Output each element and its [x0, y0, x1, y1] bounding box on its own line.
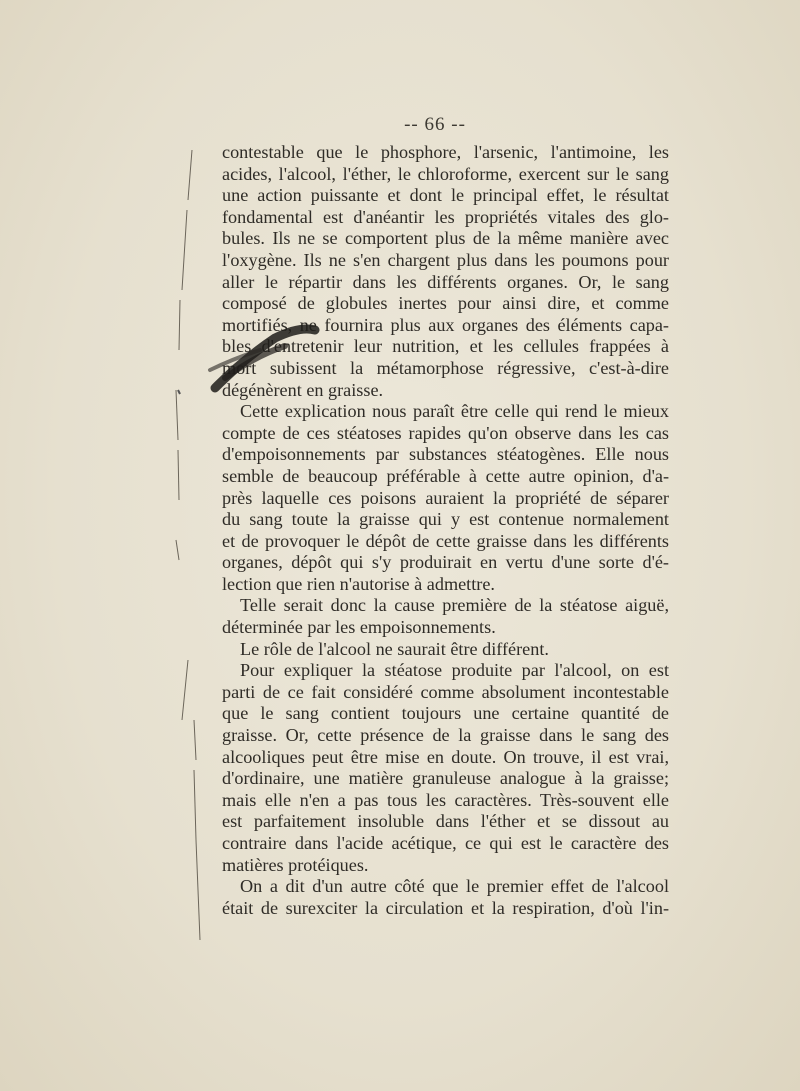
text-line: aller le répartir dans les différents organes. Or, le sang	[222, 271, 669, 292]
pencil-stroke	[194, 770, 196, 840]
text-line: lection que rien n'autorise à admettre.	[222, 573, 495, 594]
pencil-dot	[178, 390, 180, 394]
text-line: et de provoquer le dépôt de cette graisse dans les différents	[222, 530, 669, 551]
text-line: organes, dépôt qui s'y produirait en vertu d'une sorte d'é-	[222, 552, 669, 573]
text-line: semble de beaucoup préférable à cette autre opinion, d'a-	[222, 465, 669, 486]
pencil-stroke	[176, 390, 178, 440]
text-line: une action puissante et dont le principal effet, le résultat	[222, 185, 669, 206]
pencil-stroke	[196, 840, 200, 940]
text-line: Le rôle de l'alcool ne saurait être différent.	[240, 638, 549, 659]
text-line: mort subissent la métamorphose régressive, c'est-à-dire	[222, 357, 669, 378]
text-line: d'empoisonnements par substances stéatogènes. Elle nous	[222, 444, 669, 465]
text-line: que le sang contient toujours une certaine quantité de	[222, 703, 669, 724]
text-line: graisse. Or, cette présence de la graisse dans le sang des	[222, 725, 669, 746]
text-line: l'oxygène. Ils ne s'en chargent plus dans les poumons pour	[222, 249, 669, 270]
page-number: -- 66 --	[404, 114, 466, 135]
text-line: Cette explication nous paraît être celle qui rend le mieux	[240, 401, 669, 422]
text-line: d'ordinaire, une matière granuleuse analogue à la graisse;	[222, 768, 669, 789]
text-line: fondamental est d'anéantir les propriétés vitales des glo-	[222, 206, 669, 227]
text-line: est parfaitement insoluble dans l'éther et se dissout au	[222, 811, 669, 832]
text-line: matières protéiques.	[222, 854, 369, 875]
text-line: était de surexciter la circulation et la respiration, d'où l'in-	[222, 897, 669, 918]
pencil-stroke	[176, 540, 179, 560]
text-line: Telle serait donc la cause première de la stéatose aiguë,	[240, 595, 669, 616]
text-line: On a dit d'un autre côté que le premier effet de l'alcool	[240, 876, 669, 897]
text-line: bles d'entretenir leur nutrition, et les cellules frappées à	[222, 336, 669, 357]
text-line: bules. Ils ne se comportent plus de la même manière avec	[222, 228, 669, 249]
pencil-stroke	[182, 660, 188, 720]
body-text	[222, 142, 669, 919]
text-line: acides, l'alcool, l'éther, le chloroforme, exercent sur le sang	[222, 163, 669, 184]
text-line: près laquelle ces poisons auraient la propriété de séparer	[222, 487, 669, 508]
text-line: parti de ce fait considéré comme absolument incontestable	[222, 681, 669, 702]
pencil-stroke	[178, 450, 179, 500]
text-line: alcooliques peut être mise en doute. On trouve, il est vrai,	[222, 746, 669, 767]
text-line: composé de globules inertes pour ainsi dire, et comme	[222, 293, 669, 314]
text-line: Pour expliquer la stéatose produite par l'alcool, on est	[240, 660, 669, 681]
ink-smudge	[205, 318, 365, 398]
pencil-stroke	[188, 150, 192, 200]
pencil-stroke	[179, 300, 180, 350]
margin-pencil-marks	[160, 140, 220, 960]
text-line: déterminée par les empoisonnements.	[222, 617, 496, 638]
pencil-stroke	[194, 720, 196, 760]
text-line: contraire dans l'acide acétique, ce qui est le caractère des	[222, 833, 669, 853]
text-line: contestable que le phosphore, l'arsenic, l'antimoine, les	[222, 142, 669, 162]
text-line: mortifiés, ne fournira plus aux organes des éléments capa-	[222, 314, 669, 335]
text-line: compte de ces stéatoses rapides qu'on observe dans les cas	[222, 422, 669, 443]
text-line: mais elle n'en a pas tous les caractères. Très-souvent elle	[222, 789, 669, 810]
text-line: du sang toute la graisse qui y est contenue normalement	[222, 509, 669, 530]
text-line: dégénèrent en graisse.	[222, 379, 384, 400]
pencil-stroke	[182, 210, 187, 290]
